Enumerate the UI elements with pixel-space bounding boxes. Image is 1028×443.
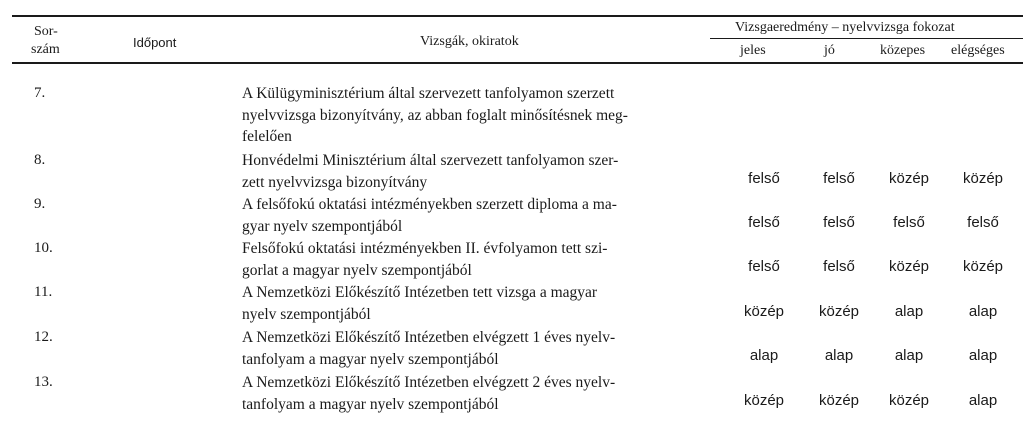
row-description-line: nyelvvizsga bizonyítvány, az abban foglalt minősítésnek meg- bbox=[242, 106, 628, 124]
row-number: 8. bbox=[34, 152, 46, 168]
row-number: 12. bbox=[34, 329, 53, 345]
row-description-line: gorlat a magyar nyelv szempontjából bbox=[242, 261, 472, 279]
row-description-line: nyelv szempontjából bbox=[242, 305, 371, 323]
grade-jeles: felső bbox=[748, 258, 780, 275]
grade-kozepes: felső bbox=[893, 214, 925, 231]
row-description-line: gyar nyelv szempontjából bbox=[242, 217, 403, 235]
row-description-line: Felsőfokú oktatási intézményekben II. évfolyamon tett szi- bbox=[242, 240, 608, 257]
grade-elegseges: alap bbox=[968, 347, 998, 364]
grade-jeles: közép bbox=[743, 303, 785, 320]
grade-kozepes: alap bbox=[894, 303, 924, 320]
grade-elegseges: felső bbox=[967, 214, 999, 231]
header-bottom-rule bbox=[12, 62, 1023, 64]
grade-jo: alap bbox=[824, 347, 854, 364]
header-sorszam-line2: szám bbox=[31, 42, 60, 57]
row-number: 10. bbox=[34, 240, 53, 256]
row-number: 9. bbox=[34, 196, 46, 212]
row-description-line: tanfolyam a magyar nyelv szempontjából bbox=[242, 395, 499, 413]
grade-elegseges: alap bbox=[968, 303, 998, 320]
grade-elegseges: közép bbox=[962, 170, 1004, 187]
header-grade-elegseges: elégséges bbox=[951, 43, 1005, 58]
row-description bbox=[242, 238, 722, 281]
row-description-line: zett nyelvvizsga bizonyítvány bbox=[242, 173, 428, 191]
row-number: 13. bbox=[34, 374, 53, 390]
grade-kozepes: közép bbox=[888, 258, 930, 275]
header-grade-jeles: jeles bbox=[740, 43, 766, 58]
row-number: 7. bbox=[34, 85, 46, 101]
grade-jeles: közép bbox=[743, 392, 785, 409]
grade-jo: közép bbox=[818, 303, 860, 320]
row-description bbox=[242, 194, 722, 237]
grade-kozepes: közép bbox=[888, 170, 930, 187]
header-result-group: Vizsgaeredmény – nyelvvizsga fokozat bbox=[735, 20, 955, 35]
row-description-line: felelően bbox=[242, 128, 292, 145]
header-grade-jo: jó bbox=[824, 43, 835, 58]
header-idopont: Időpont bbox=[133, 35, 177, 50]
header-vizsgak: Vizsgák, okiratok bbox=[420, 34, 519, 49]
header-sorszam-line1: Sor- bbox=[34, 24, 58, 39]
result-group-rule bbox=[710, 38, 1023, 39]
grade-jeles: felső bbox=[748, 214, 780, 231]
row-description-line: A Nemzetközi Előkészítő Intézetben tett vizsga a magyar bbox=[242, 284, 598, 301]
row-description bbox=[242, 150, 722, 193]
row-description-line: A Külügyminisztérium által szervezett tanfolyamon szerzett bbox=[242, 85, 615, 102]
row-number: 11. bbox=[34, 284, 53, 300]
grade-jo: közép bbox=[818, 392, 860, 409]
row-description-line: tanfolyam a magyar nyelv szempontjából bbox=[242, 350, 499, 368]
grade-jeles: alap bbox=[749, 347, 779, 364]
grade-jeles: felső bbox=[748, 170, 780, 187]
grade-jo: felső bbox=[823, 214, 855, 231]
row-description-line: A Nemzetközi Előkészítő Intézetben elvégzett 1 éves nyelv- bbox=[242, 329, 616, 346]
grade-jo: felső bbox=[823, 258, 855, 275]
row-description-line: Honvédelmi Minisztérium által szervezett tanfolyamon szer- bbox=[242, 152, 619, 169]
header-grade-kozepes: közepes bbox=[880, 43, 926, 58]
grade-elegseges: alap bbox=[968, 392, 998, 409]
grade-kozepes: alap bbox=[894, 347, 924, 364]
row-description bbox=[242, 83, 722, 148]
row-description bbox=[242, 327, 722, 370]
grade-jo: felső bbox=[823, 170, 855, 187]
row-description bbox=[242, 372, 722, 415]
grade-elegseges: közép bbox=[962, 258, 1004, 275]
row-description bbox=[242, 282, 722, 325]
row-description-line: A Nemzetközi Előkészítő Intézetben elvégzett 2 éves nyelv- bbox=[242, 374, 616, 391]
row-description-line: A felsőfokú oktatási intézményekben szerzett diploma a ma- bbox=[242, 196, 617, 213]
grade-kozepes: közép bbox=[888, 392, 930, 409]
header-top-rule bbox=[12, 15, 1023, 17]
